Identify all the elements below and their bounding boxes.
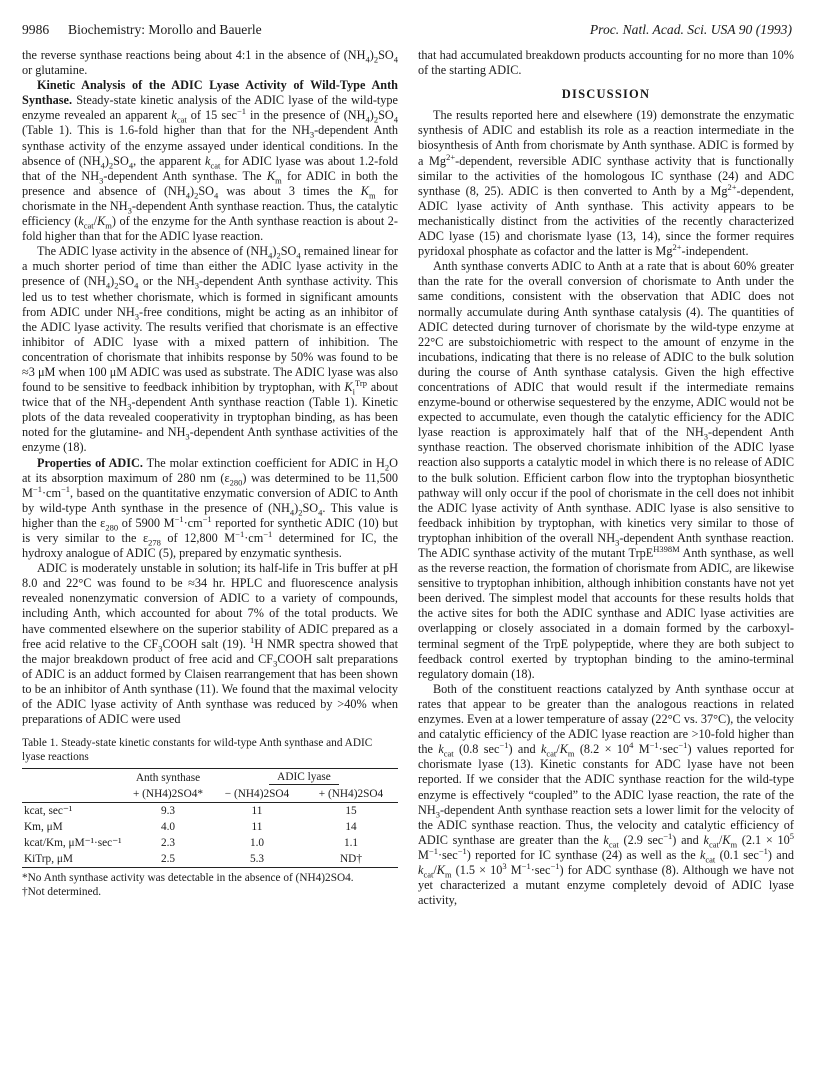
paragraph: the reverse synthase reactions being about 4:1 in the absence of $(NH_4)_2SO_4$ or glutamine. [22,48,398,78]
column-header-plus: + (NH4)2SO4 [304,786,398,803]
kinetic-constants-table [22,768,398,868]
column-header-minus: − (NH4)2SO4 [210,786,304,803]
row-label: kcat/Km, μM⁻¹·sec⁻¹ [24,837,122,850]
right-column [418,48,794,908]
paragraph: Kinetic Analysis of the ADIC Lyase Activity of Wild-Type Anth Synthase. Steady-state kinetic analysis of the ADIC lyase of the wild-type enzyme revealed an apparent $k_{cat}$ of 15 $\sec^{-1}$ in the presence of $(NH_4)_2SO_4$ (Table 1). This is 1.6-fold higher than that for the $NH_3$-dependent Anth synthase activity of the enzyme assayed under identical conditions. In the absence of $(NH_4)_2SO_4$, the apparent $k_{cat}$ for ADIC lyase was about 1.2-fold that of the $NH_3$-dependent Anth synthase. The $K_m$ for ADIC in both the presence and absence of $(NH_4)_2SO_4$ was about 3 times the $K_m$ for chorismate in the $NH_3$-dependent Anth synthase reaction. Thus, the catalytic efficiency $(k_{cat}/K_m)$ of the enzyme for the Anth synthase reaction is about 2-fold higher than that for the ADIC lyase reaction. [22,78,398,244]
table-cell: 1.1 [343,837,359,850]
section-title: DISCUSSION [561,87,651,102]
table-cell: 9.3 [160,805,176,818]
column-header-anth: + (NH4)2SO4* [126,786,210,803]
paragraph: Properties of ADIC. The molar extinction coefficient for ADIC in $H_2O$ at its absorption maximum of 280 nm $(\varepsilon_{280})$ was determined to be 11,500 $M^{-1}\cdot cm^{-1}$, based on the quantitative enzymatic conversion of ADIC to Anth by wild-type Anth synthase in the presence of $(NH_4)_2SO_4$. This value is higher than the $\varepsilon_{280}$ of 5900 $M^{-1}\cdot cm^{-1}$ reported for synthetic ADIC (10) but is very similar to the $\varepsilon_{278}$ of 12,800 $M^{-1}\cdot cm^{-1}$ determined for IC, the hydroxy analogue of ADIC (5), prepared by enzymatic synthesis. [22,455,398,561]
table-footnote: †Not determined. [22,886,102,899]
table-cell: 4.0 [160,821,176,834]
table-caption: Table 1. Steady-state kinetic constants for wild-type Anth synthase and ADIC lyase reactions [22,737,373,764]
row-label: kcat, sec⁻¹ [24,805,73,818]
table-row [22,835,398,851]
table-cell: 2.3 [160,837,176,850]
paragraph: that had accumulated breakdown products accounting for no more than 10% of the starting ADIC. [418,48,794,78]
row-label: Km, μM [24,821,63,834]
paragraph: ADIC is moderately unstable in solution; its half-life in Tris buffer at pH 8.0 and 22°C was found to be ≈34 hr. HPLC and fluorescence analysis revealed nonenzymatic conversion of ADIC to a variety of compounds, including Anth, which accounted for about 7% of the total products. We have commented elsewhere on the superior stability of ADIC prepared as a free acid relative to the $CF_3COOH$ salt (19). $^1$H NMR spectra showed that the major breakdown product of free acid and $CF_3COOH$ salt preparations of ADIC is an adduct formed by Claisen rearrangement that has been shown to be an inhibitor of Anth synthase (11). We found that the maximal velocity of the ADIC lyase activity of Anth synthase was reduced by >40% when preparations of ADIC were used [22,561,398,727]
table-cell: 1.0 [249,837,265,850]
table-cell: 5.3 [210,851,304,868]
column-group-anth-synthase: Anth synthase [126,769,210,787]
table-cell: 11 [251,821,263,834]
table-row [22,819,398,835]
table-footnote: *No Anth synthase activity was detectable in the absence of (NH4)2SO4. [22,872,354,885]
row-label: KiTrp, μM [22,851,126,868]
table-footnotes [22,871,398,899]
table-cell: 2.5 [126,851,210,868]
table-cell: 14 [345,821,357,834]
table-cell: ND† [304,851,398,868]
paragraph: Both of the constituent reactions catalyzed by Anth synthase occur at rates that appear to be greater than the analogous reactions in related enzymes. Even at a lower temperature of assay (22°C vs. 37°C), the velocity and catalytic efficiency of the ADIC lyase reaction are >10-fold higher than the $k_{cat}$ (0.8 $\sec^{-1}$) and $k_{cat}/K_m$ ($8.2 \times 10^4$ $M^{-1}\cdot\sec^{-1}$) values reported for chorismate lyase (13). Kinetic constants for ADC lyase have not been reported. If we consider that the ADIC synthase reaction for the wild-type enzyme is effectively “coupled” to the ADIC lyase reaction, the rate of the $NH_3$-dependent Anth synthase reaction sets a lower limit for the velocity of the ADIC synthase reaction. Thus, the velocity and catalytic efficiency of ADIC synthase are greater than the $k_{cat}$ (2.9 $\sec^{-1}$) and $k_{cat}/K_m$ ($2.1 \times 10^5$ $M^{-1}\cdot\sec^{-1}$) reported for IC synthase (24) as well as the $k_{cat}$ (0.1 $\sec^{-1}$) and $k_{cat}/K_m$ ($1.5 \times 10^3$ $M^{-1}\cdot\sec^{-1}$) for ADC synthase (8). Although we have not yet characterized a mutant enzyme completely devoid of ADIC lyase activity, [418,681,794,908]
table-cell: 11 [251,805,263,818]
page-number: 9986 [22,22,50,37]
paragraph: The ADIC lyase activity in the absence of $(NH_4)_2SO_4$ remained linear for a much shorter period of time than either the ADIC lyase activity in the presence of $(NH_4)_2SO_4$ or the $NH_3$-dependent Anth synthase activity. This led us to test whether chorismate, which is formed in significant amounts from ADIC under $NH_3$-free conditions, might be acting as an inhibitor of the ADIC lyase activity. The results verified that chorismate is an effective inhibitor of ADIC lyase with a mixed pattern of inhibition. The concentration of chorismate that inhibits response by 50% was found to be ≈3 μM when 100 μM ADIC was used as substrate. The ADIC lyase was also found to be sensitive to feedback inhibition by tryptophan, with $K_i^{Trp}$ about twice that of the $NH_3$-dependent Anth synthase reaction (Table 1). Kinetic plots of the data revealed cooperativity in tryptophan binding, as has been noted for the glutamine- and $NH_3$-dependent Anth synthase activities of the enzyme (18). [22,244,399,455]
table-row [22,851,398,868]
running-title: Biochemistry: Morollo and Bauerle [68,22,262,37]
journal-citation: Proc. Natl. Acad. Sci. USA 90 (1993) [589,22,792,37]
table-row [22,803,398,820]
page-header [22,20,792,40]
paragraph: Anth synthase converts ADIC to Anth at a rate that is about 60% greater than the rate for the overall conversion of chorismate to Anth under the same conditions, consistent with the observation that ADIC does not normally accumulate during Anth synthase catalysis (4). The quantities of ADIC detected during turnover of chorismate by the wild-type enzyme at 22°C are substoichiometric with respect to the amount of enzyme in the incubations, indicating that there is no release of ADIC to the bulk solution during the course of Anth synthase catalysis. Given the high effective concentrations of ADIC that would result if the intermediate remains enzyme-bound or otherwise sequestered by the enzyme, ADIC would not be expected to accumulate, even though the catalytic efficiency for the ADIC lyase reaction is approximately half that of the $NH_3$-dependent Anth synthase reaction. The observed chorismate inhibition of the ADIC lyase reaction also supports a catalytic model in which there is no release of ADIC to the bulk solution. Efficient carbon flow into the tryptophan biosynthetic pathway will only occur if the pool of chorismate in the cell does not inhibit the ADIC lyase activity of Anth synthase. ADIC lyase is also sensitive to feedback inhibition by tryptophan, with kinetics very similar to those of tryptophan inhibition of the overall $NH_3$-dependent Anth synthase reaction. The ADIC synthase activity of the mutant TrpE$^{H398M}$ Anth synthase, as well as the reverse reaction, the formation of chorismate from ADIC, are likewise sensitive to tryptophan inhibition, although inhibition constants have not yet been derived. The simplest model that accounts for these results holds that the active sites for both the ADIC synthase and ADIC lyase activities are overlapping or closely associated in a domain formed by the carboxyl-terminal segment of the TrpE polypeptide, where they are both subject to feedback control exerted by tryptophan binding to the amino-terminal regulatory domain (18). [418,259,795,681]
table-cell: 15 [345,805,357,818]
paragraph: The results reported here and elsewhere (19) demonstrate the enzymatic synthesis of ADIC and establish its role as a reaction intermediate in the biosynthesis of Anth from chorismate by Anth synthase. ADIC is formed by a $Mg^{2+}$-dependent, reversible ADIC synthase activity that is functionally similar to the activities of the homologous IC synthase (24) and ADC synthase (8, 25). ADIC is then converted to Anth by a $Mg^{2+}$-dependent, ADIC lyase activity of Anth synthase. This activity appears to be mechanistically distinct from the activities of the recently characterized ADC lyase (15) and chorismate lyase (13, 14), since the former requires pyridoxal phosphate as cofactor and the latter is $Mg^{2+}$-independent. [418,108,794,259]
left-column [22,48,398,899]
column-group-adic-lyase: ADIC lyase [269,770,339,785]
